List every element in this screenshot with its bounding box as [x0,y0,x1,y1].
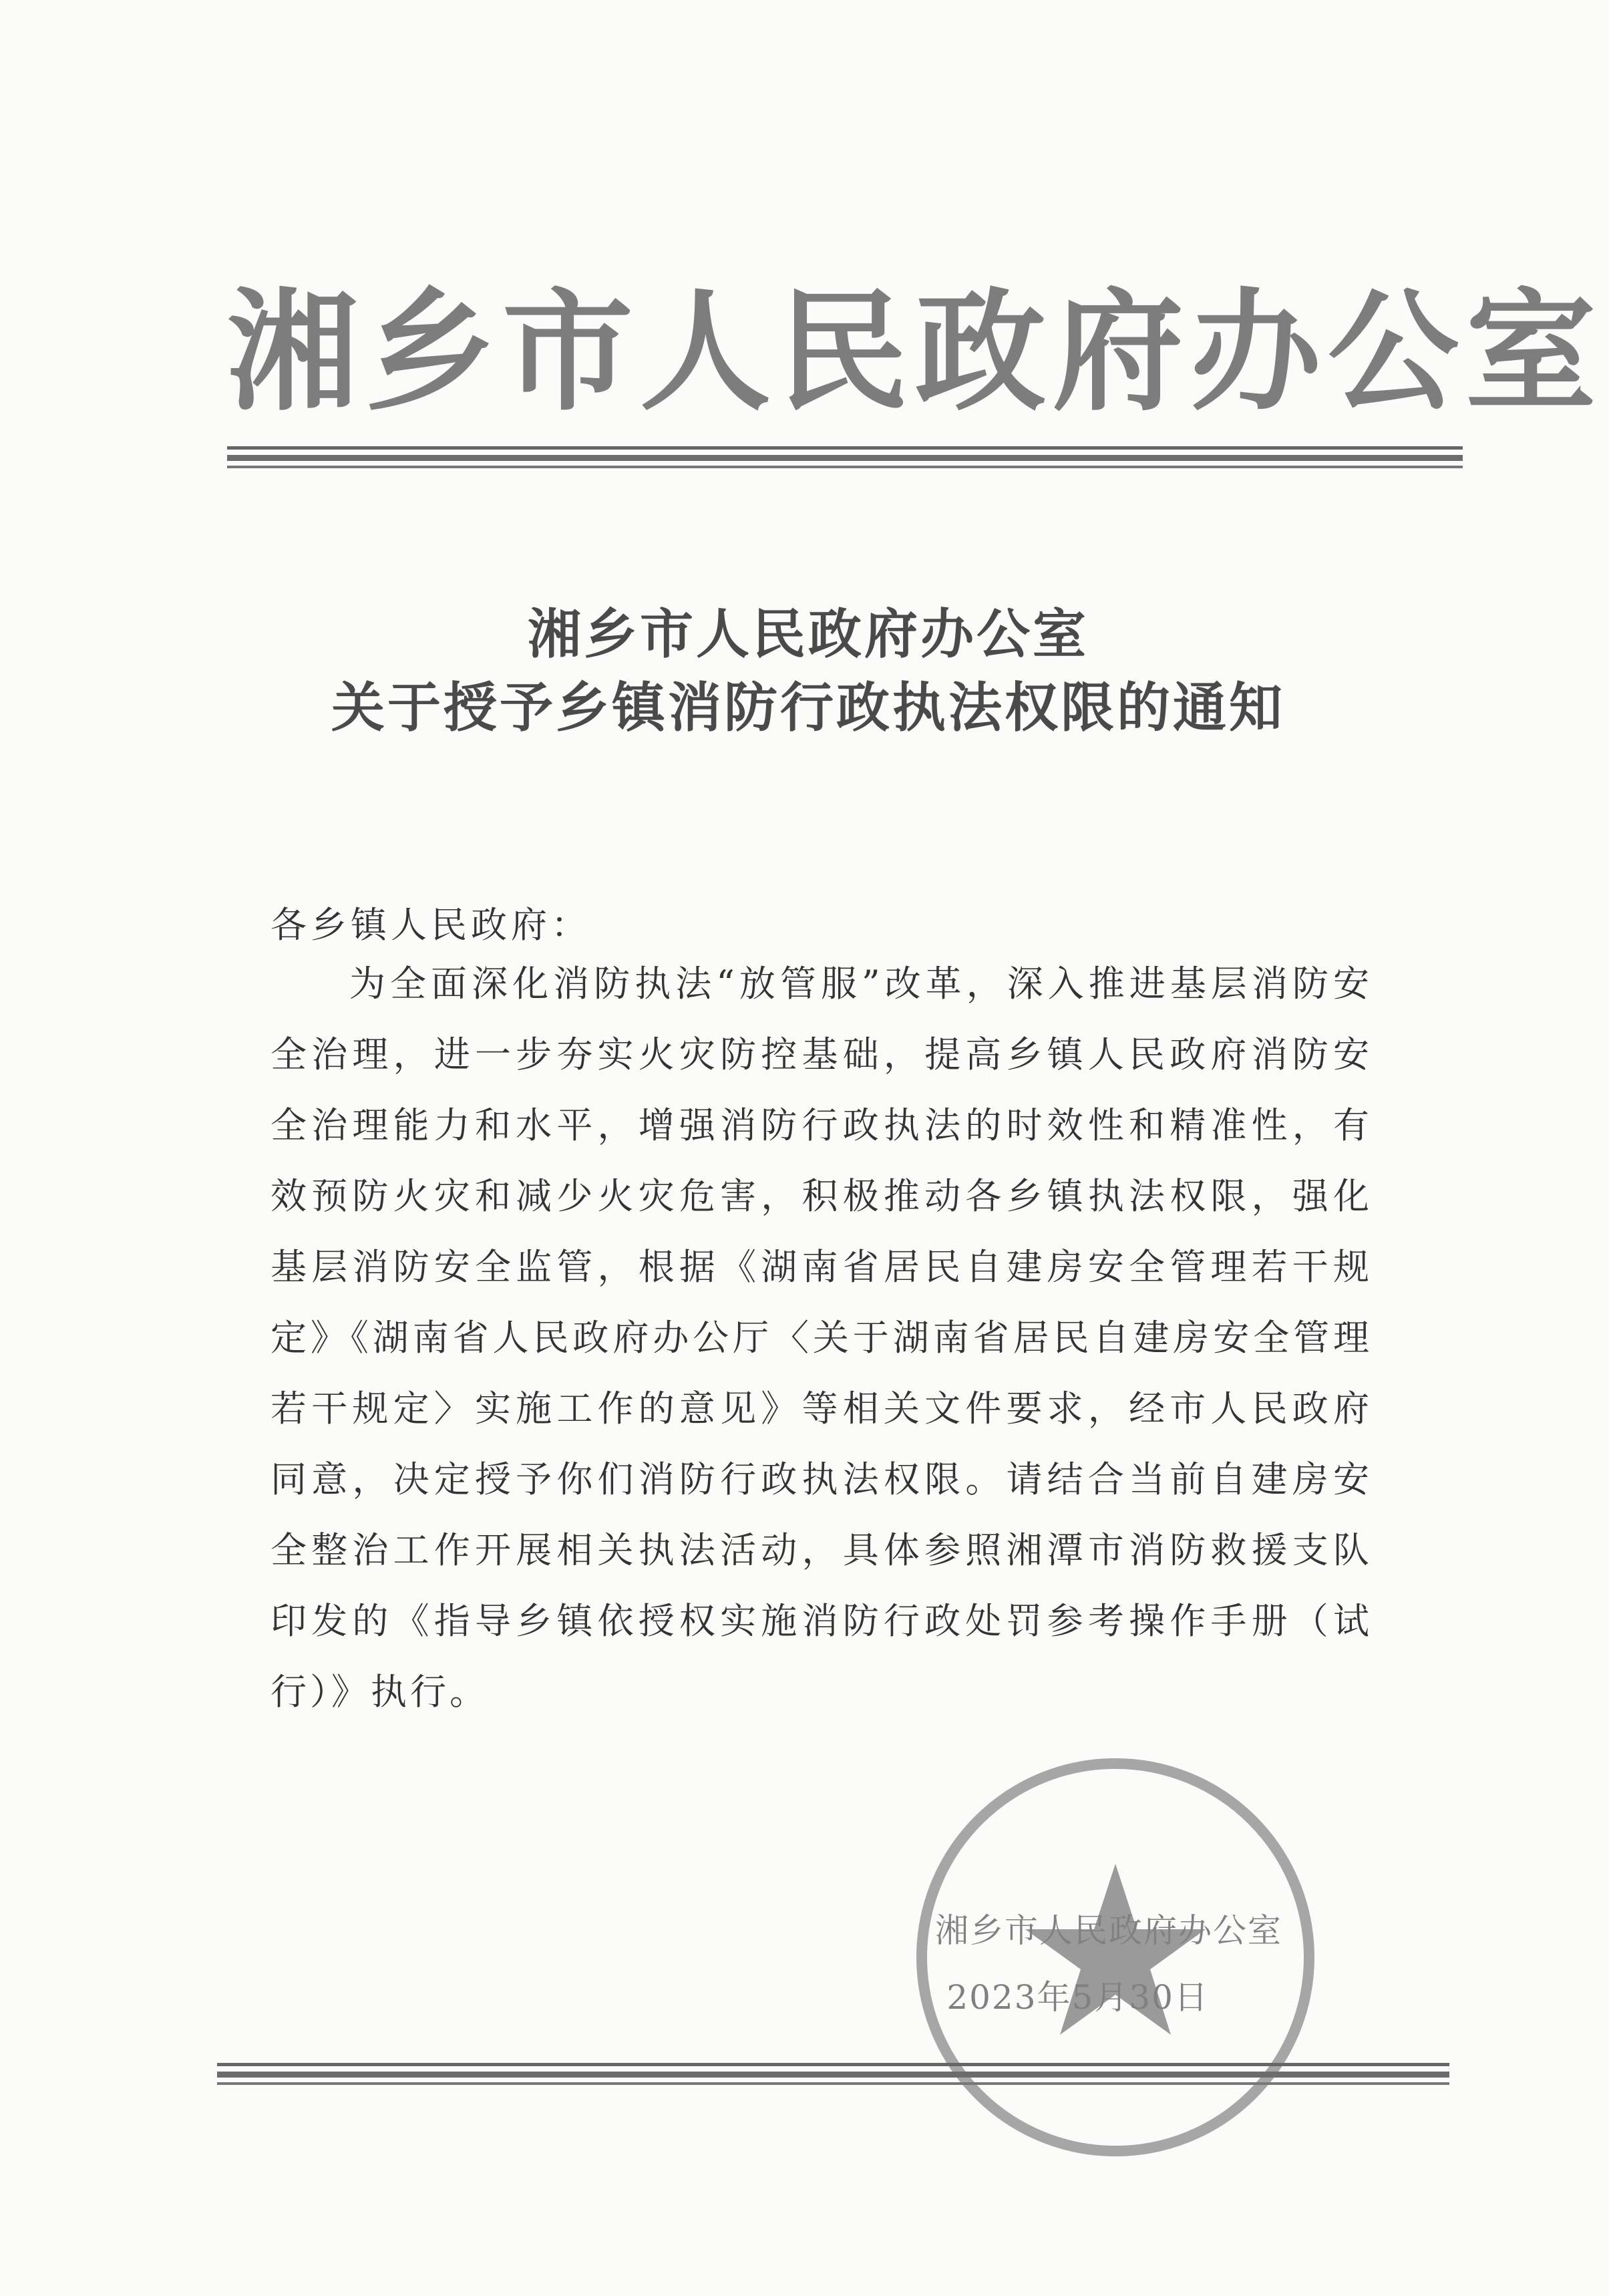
document-title [240,598,1376,745]
signature-date: 2023年5月30日 [946,1978,1209,2017]
addressee: 各乡镇人民政府： [271,904,591,946]
header-divider [227,446,1463,468]
body-paragraph: 为全面深化消防执法“放管服”改革，深入推进基层消防安全治理，进一步夯实火灾防控基础，提高乡镇人民政府消防安全治理能力和水平，增强消防行政执法的时效性和精准性，有效预防火灾和减少火灾危害，积极推动各乡镇执法权限，强化基层消防安全监管，根据《湖南省居民自建房安全管理若干规定》《湖南省人民政府办公厅〈关于湖南省居民自建房安全管理若干规定〉实施工作的意见》等相关文件要求，经市人民政府同意，决定授予你们消防行政执法权限。请结合当前自建房安全整治工作开展相关执法活动，具体参照湘潭市消防救援支队印发的《指导乡镇依授权实施消防行政处罚参考操作手册（试行）》执行。 [271,963,1373,1713]
title-line-2: 关于授予乡镇消防行政执法权限的通知 [331,677,1285,739]
masthead-title: 湘乡市人民政府办公室 [227,277,1604,429]
signature-block [882,1897,1282,2031]
footer-divider [217,2063,1449,2085]
title-line-1: 湘乡市人民政府办公室 [528,603,1089,665]
signature-org: 湘乡市人民政府办公室 [935,1911,1282,1950]
